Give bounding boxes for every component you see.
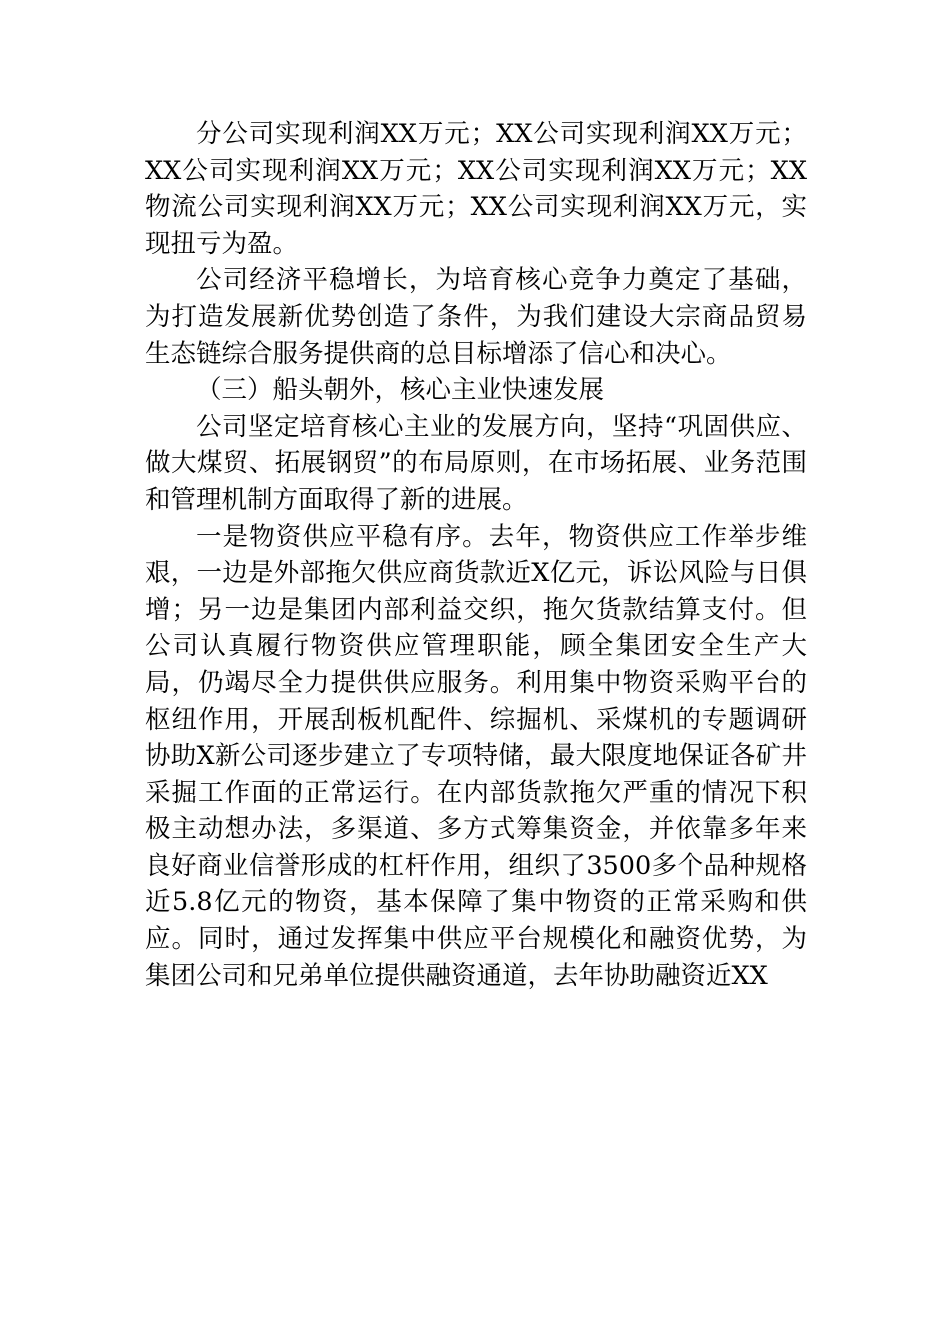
paragraph-profits: 分公司实现利润XX万元；XX公司实现利润XX万元；XX公司实现利润XX万元；XX公司实现利润XX万元；XX物流公司实现利润XX万元；XX公司实现利润XX万元，实现扭亏为盈。 [145,119,807,259]
paragraph-core-business: 公司坚定培育核心主业的发展方向，坚持“巩固供应、做大煤贸、拓展钢贸”的布局原则，在市场拓展、业务范围和管理机制方面取得了新的进展。 [145,411,807,515]
paragraph-growth: 公司经济平稳增长，为培育核心竞争力奠定了基础，为打造发展新优势创造了条件，为我们建设大宗商品贸易生态链综合服务提供商的总目标增添了信心和决心。 [145,265,807,369]
paragraph-supply: 一是物资供应平稳有序。去年，物资供应工作举步维艰，一边是外部拖欠供应商货款近X亿元，诉讼风险与日俱增；另一边是集团内部利益交织，拖欠货款结算支付。但公司认真履行物资供应管理职能，顾全集团安全生产大局，仍竭尽全力提供供应服务。利用集中物资采购平台的枢纽作用，开展刮板机配件、综掘机、采煤机的专题调研协助X新公司逐步建立了专项特储，最大限度地保证各矿井采掘工作面的正常运行。在内部货款拖欠严重的情况下积极主动想办法，多渠道、多方式筹集资金，并依靠多年来良好商业信誉形成的杠杆作用，组织了3500多个品种规格近5.8亿元的物资，基本保障了集中物资的正常采购和供应。同时，通过发挥集中供应平台规模化和融资优势，为集团公司和兄弟单位提供融资通道，去年协助融资近XX [145,521,807,991]
document-body [145,116,807,994]
section-heading: （三）船头朝外，核心主业快速发展 [196,375,605,406]
